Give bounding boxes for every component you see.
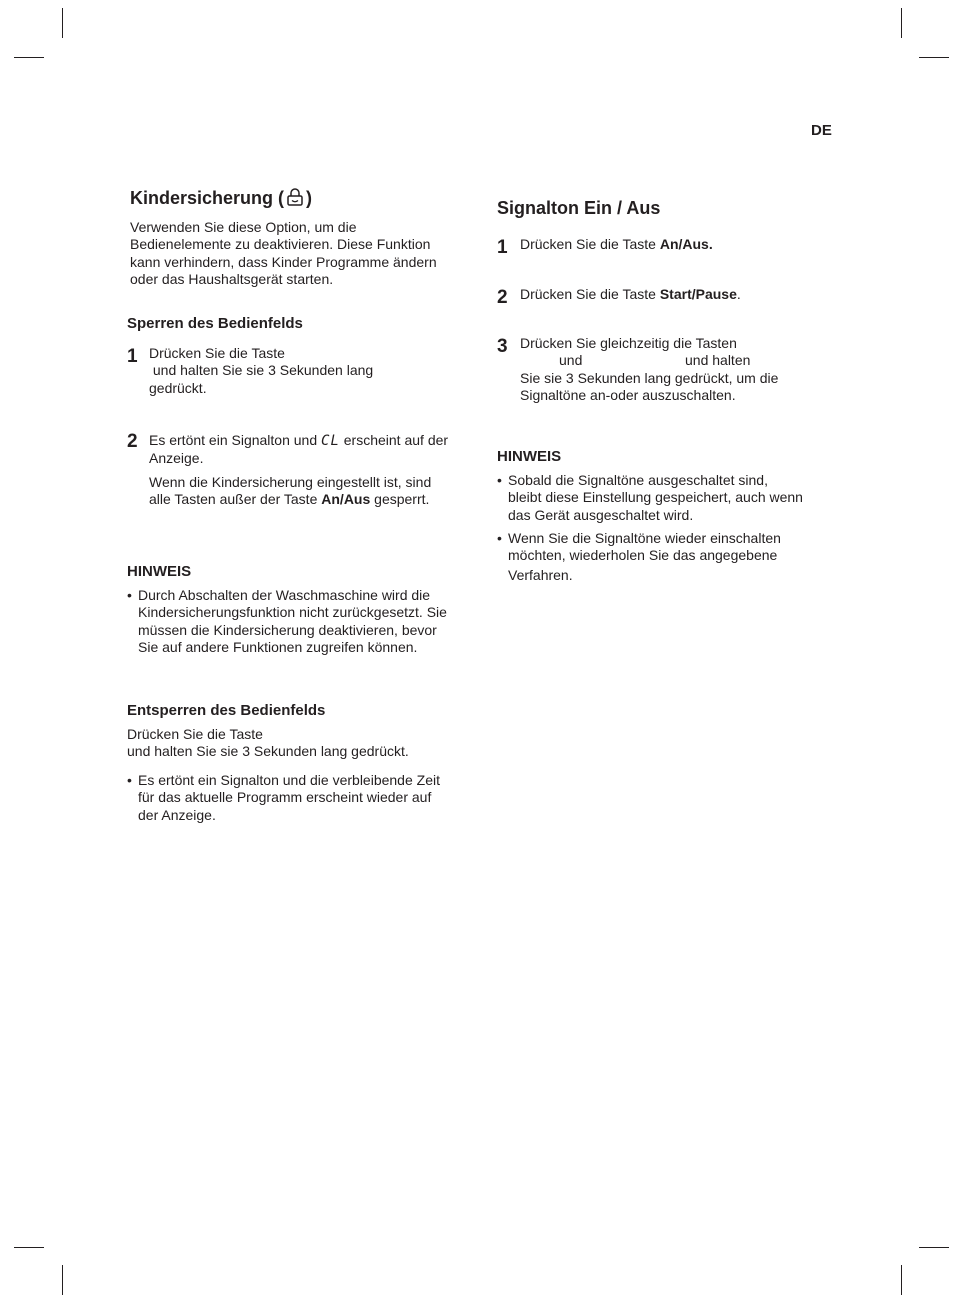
step-line: gedrückt.	[149, 379, 207, 396]
bullet-line: Verfahren.	[508, 566, 573, 583]
step-number: 2	[497, 287, 508, 308]
crop-mark-bottom-left-horizontal	[14, 1247, 44, 1248]
bullet-text	[508, 472, 803, 524]
lock-step2-text	[149, 432, 469, 509]
step-word-und: und	[559, 352, 583, 369]
crop-mark-top-right-vertical	[901, 8, 902, 38]
note-text-end: gesperrt.	[370, 491, 430, 508]
step-line: Signaltöne an-oder auszuschalten.	[520, 387, 736, 404]
intro-line: Verwenden Sie diese Option, um die	[130, 219, 357, 235]
intro-line: kann verhindern, dass Kinder Programme ändern	[130, 253, 437, 270]
bullet-text	[138, 587, 447, 657]
step-line: Drücken Sie gleichzeitig die Tasten	[520, 335, 737, 351]
step-line	[520, 352, 840, 369]
step-line: und halten Sie sie 3 Sekunden lang	[149, 362, 374, 379]
bullet-line: möchten, wiederholen Sie das angegebene	[508, 547, 778, 564]
bullet-line: Sobald die Signaltöne ausgeschaltet sind,	[508, 472, 768, 488]
bullet-line: Durch Abschalten der Waschmaschine wird die	[138, 587, 431, 603]
title-close: )	[306, 188, 313, 208]
section-title-signalton: Signalton Ein / Aus	[497, 198, 661, 218]
bullet-dot: •	[497, 472, 502, 488]
bullet-line: Wenn Sie die Signaltöne wieder einschalten	[508, 530, 781, 546]
an-aus-label: An/Aus.	[659, 236, 713, 252]
display-code-cl: CL	[321, 433, 340, 449]
step-text: Drücken Sie die Taste	[520, 286, 660, 302]
child-lock-icon	[285, 187, 305, 207]
unlock-text	[127, 726, 467, 761]
bullet-dot: •	[497, 530, 502, 546]
step-text: Drücken Sie die Taste	[520, 236, 660, 252]
crop-mark-top-left-horizontal	[14, 57, 44, 58]
hinweis-heading: HINWEIS	[497, 448, 562, 465]
crop-mark-top-right-horizontal	[919, 57, 949, 58]
step-line: Anzeige.	[149, 450, 204, 467]
bullet-line: der Anzeige.	[138, 806, 216, 823]
bullet-dot: •	[127, 587, 132, 603]
signal-step3-text	[520, 335, 840, 405]
step-word-und-halten: und halten	[685, 352, 751, 369]
bullet-line: Es ertönt ein Signalton und die verbleibende Zeit	[138, 772, 440, 788]
step-number: 1	[127, 346, 138, 367]
signal-step1-text	[520, 236, 840, 253]
bullet-text	[138, 772, 440, 824]
hinweis-bullet	[127, 587, 467, 659]
lock-step1-text	[149, 345, 469, 397]
crop-mark-bottom-left-vertical	[62, 1265, 63, 1295]
step-text-end: .	[736, 286, 741, 302]
signal-step2-text	[520, 286, 840, 303]
bullet-line: Sie auf andere Funktionen zugreifen können.	[138, 639, 418, 656]
step-line-pre: Es ertönt ein Signalton und	[149, 432, 322, 448]
note-text: alle Tasten außer der Taste	[149, 491, 322, 508]
heading-entsperren: Entsperren des Bedienfelds	[127, 702, 326, 719]
bullet-text	[508, 530, 781, 584]
step-number: 2	[127, 431, 138, 452]
step-number: 3	[497, 336, 508, 357]
bullet-dot: •	[127, 772, 132, 788]
section-title-kindersicherung	[130, 187, 312, 209]
intro-line: oder das Haushaltsgerät starten.	[130, 271, 334, 288]
step-note-line: Wenn die Kindersicherung eingestellt ist, sind	[149, 473, 432, 490]
start-pause-label: Start/Pause	[659, 286, 737, 302]
step-number: 1	[497, 237, 508, 258]
step-line	[149, 432, 469, 450]
hinweis-bullet	[497, 530, 827, 586]
hinweis-heading: HINWEIS	[127, 563, 192, 580]
bullet-line: Kindersicherungsfunktion nicht zurückgesetzt. Sie	[138, 604, 447, 621]
title-text: Kindersicherung (	[130, 188, 285, 208]
step-note-line	[149, 491, 469, 508]
heading-sperren: Sperren des Bedienfelds	[127, 315, 303, 332]
hinweis-bullet	[497, 472, 827, 526]
language-tag: DE	[811, 122, 832, 139]
unlock-line: und halten Sie sie 3 Sekunden lang gedrückt.	[127, 743, 409, 760]
unlock-bullet	[127, 772, 467, 826]
bullet-line: müssen die Kindersicherung deaktivieren, bevor	[138, 621, 437, 638]
step-note	[149, 474, 469, 509]
bullet-line: bleibt diese Einstellung gespeichert, auch wenn	[508, 489, 803, 506]
unlock-line: Drücken Sie die Taste	[127, 726, 263, 742]
step-line: Sie sie 3 Sekunden lang gedrückt, um die	[520, 369, 779, 386]
bullet-line: das Gerät ausgeschaltet wird.	[508, 506, 694, 523]
intro-paragraph	[130, 219, 470, 289]
crop-mark-bottom-right-vertical	[901, 1265, 902, 1295]
crop-mark-top-left-vertical	[62, 8, 63, 38]
step-line: Drücken Sie die Taste	[149, 345, 285, 361]
bullet-line: für das aktuelle Programm erscheint wieder auf	[138, 789, 432, 806]
crop-mark-bottom-right-horizontal	[919, 1247, 949, 1248]
intro-line: Bedienelemente zu deaktivieren. Diese Funktion	[130, 236, 431, 253]
an-aus-label: An/Aus	[321, 491, 371, 508]
step-line-post: erscheint auf der	[339, 432, 449, 448]
